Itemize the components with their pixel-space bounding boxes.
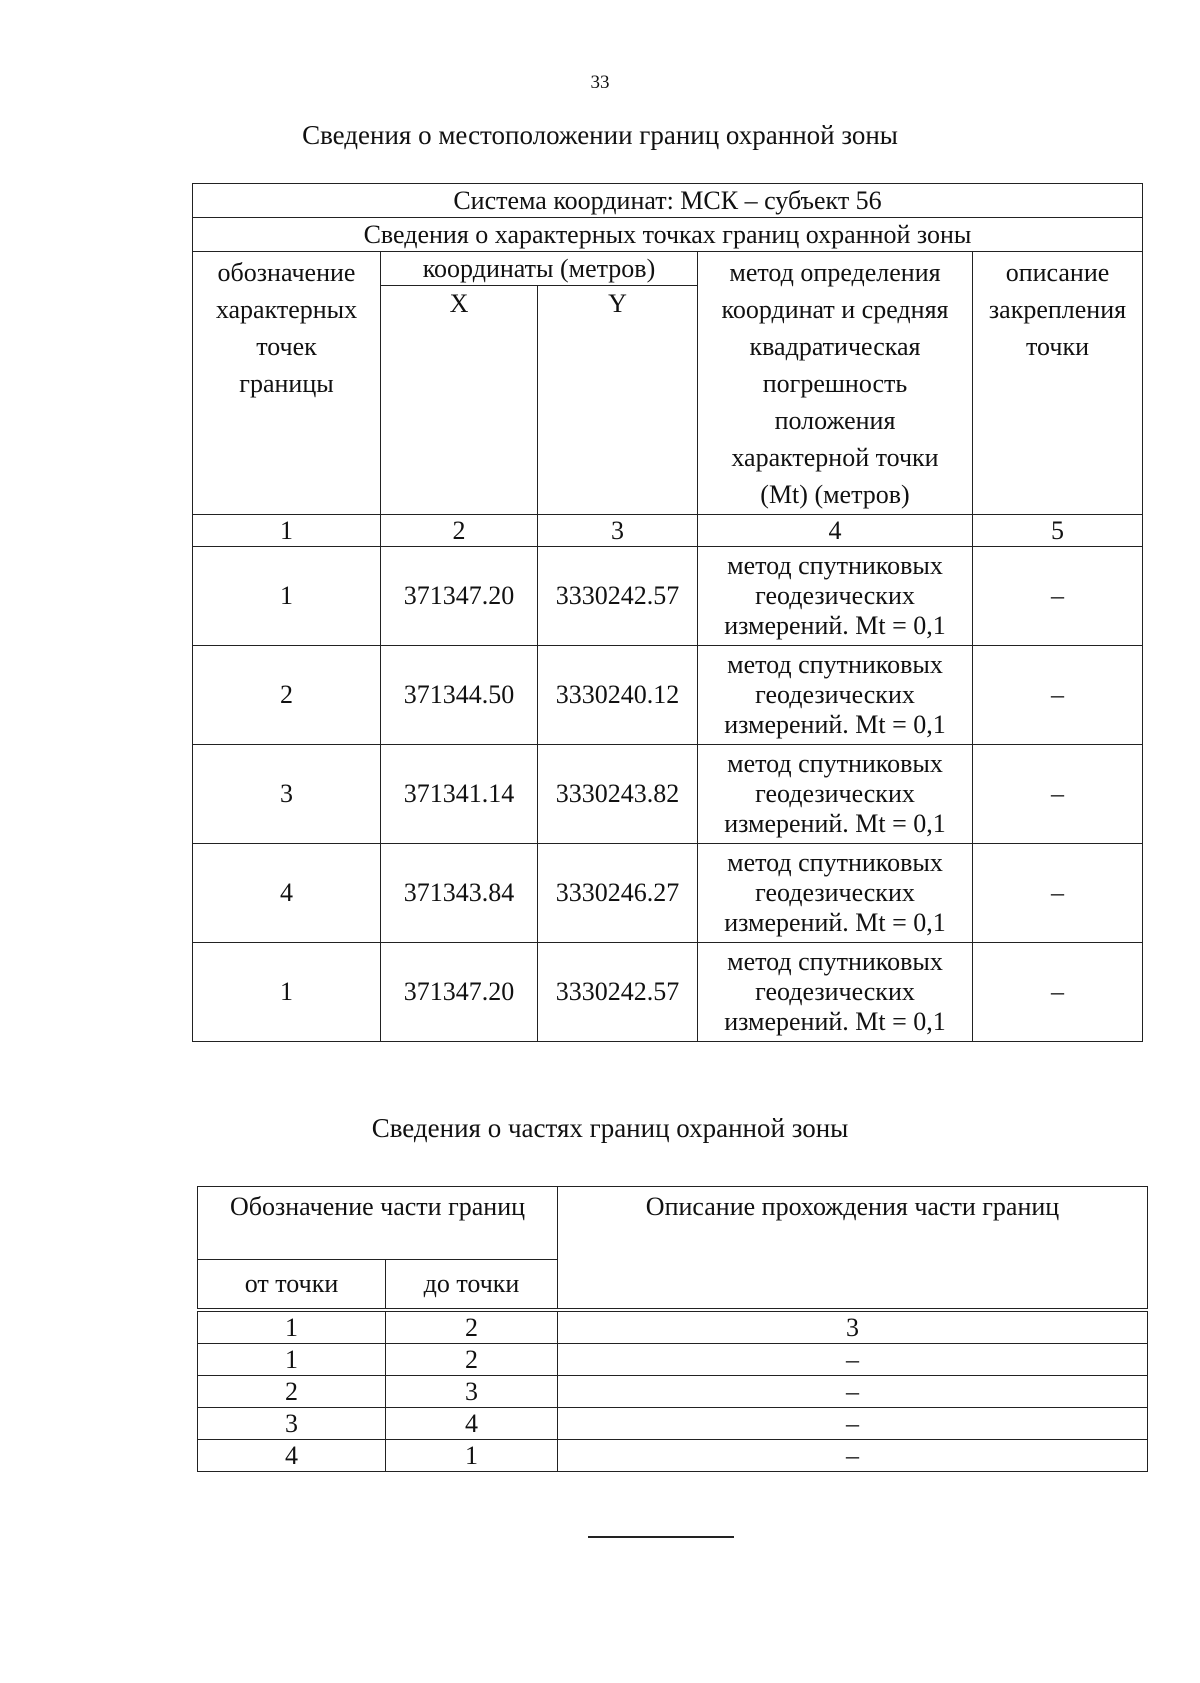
table-row bbox=[193, 844, 1143, 943]
boundary-points-table bbox=[192, 183, 1143, 1042]
from-point-header: от точки bbox=[198, 1260, 386, 1309]
to-cell: 4 bbox=[386, 1408, 558, 1440]
column-number: 3 bbox=[538, 515, 698, 547]
method-cell bbox=[698, 547, 973, 646]
header-line: точки bbox=[1026, 332, 1089, 361]
end-separator-line bbox=[588, 1536, 734, 1538]
header-line: обозначение bbox=[217, 258, 356, 287]
method-line: метод спутниковых bbox=[727, 551, 943, 580]
method-line: метод спутниковых bbox=[727, 947, 943, 976]
method-cell bbox=[698, 646, 973, 745]
column-number: 5 bbox=[973, 515, 1143, 547]
description-cell: – bbox=[558, 1376, 1148, 1408]
header-line: характерной точки bbox=[731, 443, 939, 472]
point-designation-header bbox=[193, 252, 381, 515]
method-cell bbox=[698, 844, 973, 943]
x-header: X bbox=[381, 286, 538, 515]
passage-description-header: Описание прохождения части границ bbox=[558, 1187, 1148, 1309]
method-line: метод спутниковых bbox=[727, 848, 943, 877]
page-number: 33 bbox=[590, 72, 610, 93]
header-line: погрешность bbox=[762, 369, 908, 398]
description-cell: – bbox=[973, 646, 1143, 745]
header-line: (Mt) (метров) bbox=[760, 480, 910, 509]
column-number: 2 bbox=[381, 515, 538, 547]
method-line: измерений. Mt = 0,1 bbox=[724, 611, 946, 640]
table-row bbox=[193, 943, 1143, 1042]
x-cell: 371347.20 bbox=[381, 547, 538, 646]
point-cell: 3 bbox=[193, 745, 381, 844]
table-row bbox=[198, 1440, 1148, 1472]
table-subtitle-cell: Сведения о характерных точках границ охранной зоны bbox=[193, 218, 1143, 252]
table-row bbox=[198, 1376, 1148, 1408]
header-line: метод определения bbox=[729, 258, 941, 287]
table-row bbox=[193, 646, 1143, 745]
description-cell: – bbox=[973, 943, 1143, 1042]
description-cell: – bbox=[558, 1408, 1148, 1440]
from-cell: 2 bbox=[198, 1376, 386, 1408]
y-cell: 3330240.12 bbox=[538, 646, 698, 745]
header-line: координат и средняя bbox=[721, 295, 949, 324]
coordinates-header: координаты (метров) bbox=[381, 252, 698, 286]
main-heading: Сведения о местоположении границ охранной зоны bbox=[302, 120, 898, 150]
table-row bbox=[193, 547, 1143, 646]
from-cell: 4 bbox=[198, 1440, 386, 1472]
table-row bbox=[198, 1408, 1148, 1440]
to-point-header: до точки bbox=[386, 1260, 558, 1309]
method-line: геодезических bbox=[755, 878, 915, 907]
column-number: 2 bbox=[386, 1312, 558, 1344]
to-cell: 3 bbox=[386, 1376, 558, 1408]
point-cell: 2 bbox=[193, 646, 381, 745]
from-cell: 3 bbox=[198, 1408, 386, 1440]
point-cell: 1 bbox=[193, 547, 381, 646]
boundary-parts-table bbox=[197, 1186, 1148, 1472]
header-line: точек bbox=[256, 332, 317, 361]
x-cell: 371344.50 bbox=[381, 646, 538, 745]
fixing-description-header bbox=[973, 252, 1143, 515]
description-cell: – bbox=[973, 745, 1143, 844]
method-line: измерений. Mt = 0,1 bbox=[724, 908, 946, 937]
column-number: 1 bbox=[198, 1312, 386, 1344]
parts-heading: Сведения о частях границ охранной зоны bbox=[371, 1113, 849, 1143]
point-cell: 1 bbox=[193, 943, 381, 1042]
coordinate-system-cell: Система координат: МСК – субъект 56 bbox=[193, 184, 1143, 218]
method-line: измерений. Mt = 0,1 bbox=[724, 1007, 946, 1036]
column-number: 4 bbox=[698, 515, 973, 547]
x-cell: 371343.84 bbox=[381, 844, 538, 943]
y-cell: 3330242.57 bbox=[538, 547, 698, 646]
header-line: положения bbox=[774, 406, 896, 435]
header-line: характерных bbox=[215, 295, 358, 324]
table-row bbox=[193, 745, 1143, 844]
point-cell: 4 bbox=[193, 844, 381, 943]
method-header bbox=[698, 252, 973, 515]
method-line: геодезических bbox=[755, 977, 915, 1006]
description-cell: – bbox=[973, 547, 1143, 646]
header-line: квадратическая bbox=[749, 332, 921, 361]
y-header: Y bbox=[538, 286, 698, 515]
method-line: геодезических bbox=[755, 581, 915, 610]
description-cell: – bbox=[558, 1440, 1148, 1472]
to-cell: 2 bbox=[386, 1344, 558, 1376]
method-line: измерений. Mt = 0,1 bbox=[724, 710, 946, 739]
x-cell: 371341.14 bbox=[381, 745, 538, 844]
description-cell: – bbox=[973, 844, 1143, 943]
y-cell: 3330243.82 bbox=[538, 745, 698, 844]
column-number: 3 bbox=[558, 1312, 1148, 1344]
method-line: измерений. Mt = 0,1 bbox=[724, 809, 946, 838]
header-line: описание bbox=[1005, 258, 1110, 287]
designation-header: Обозначение части границ bbox=[198, 1187, 558, 1260]
method-cell bbox=[698, 745, 973, 844]
column-numbers-row bbox=[198, 1312, 1148, 1344]
column-number: 1 bbox=[193, 515, 381, 547]
y-cell: 3330246.27 bbox=[538, 844, 698, 943]
table-row bbox=[198, 1344, 1148, 1376]
from-cell: 1 bbox=[198, 1344, 386, 1376]
description-cell: – bbox=[558, 1344, 1148, 1376]
method-cell bbox=[698, 943, 973, 1042]
y-cell: 3330242.57 bbox=[538, 943, 698, 1042]
to-cell: 1 bbox=[386, 1440, 558, 1472]
x-cell: 371347.20 bbox=[381, 943, 538, 1042]
method-line: геодезических bbox=[755, 680, 915, 709]
header-line: границы bbox=[239, 369, 334, 398]
header-line: закрепления bbox=[988, 295, 1127, 324]
column-numbers-row bbox=[193, 515, 1143, 547]
method-line: метод спутниковых bbox=[727, 650, 943, 679]
method-line: геодезических bbox=[755, 779, 915, 808]
method-line: метод спутниковых bbox=[727, 749, 943, 778]
